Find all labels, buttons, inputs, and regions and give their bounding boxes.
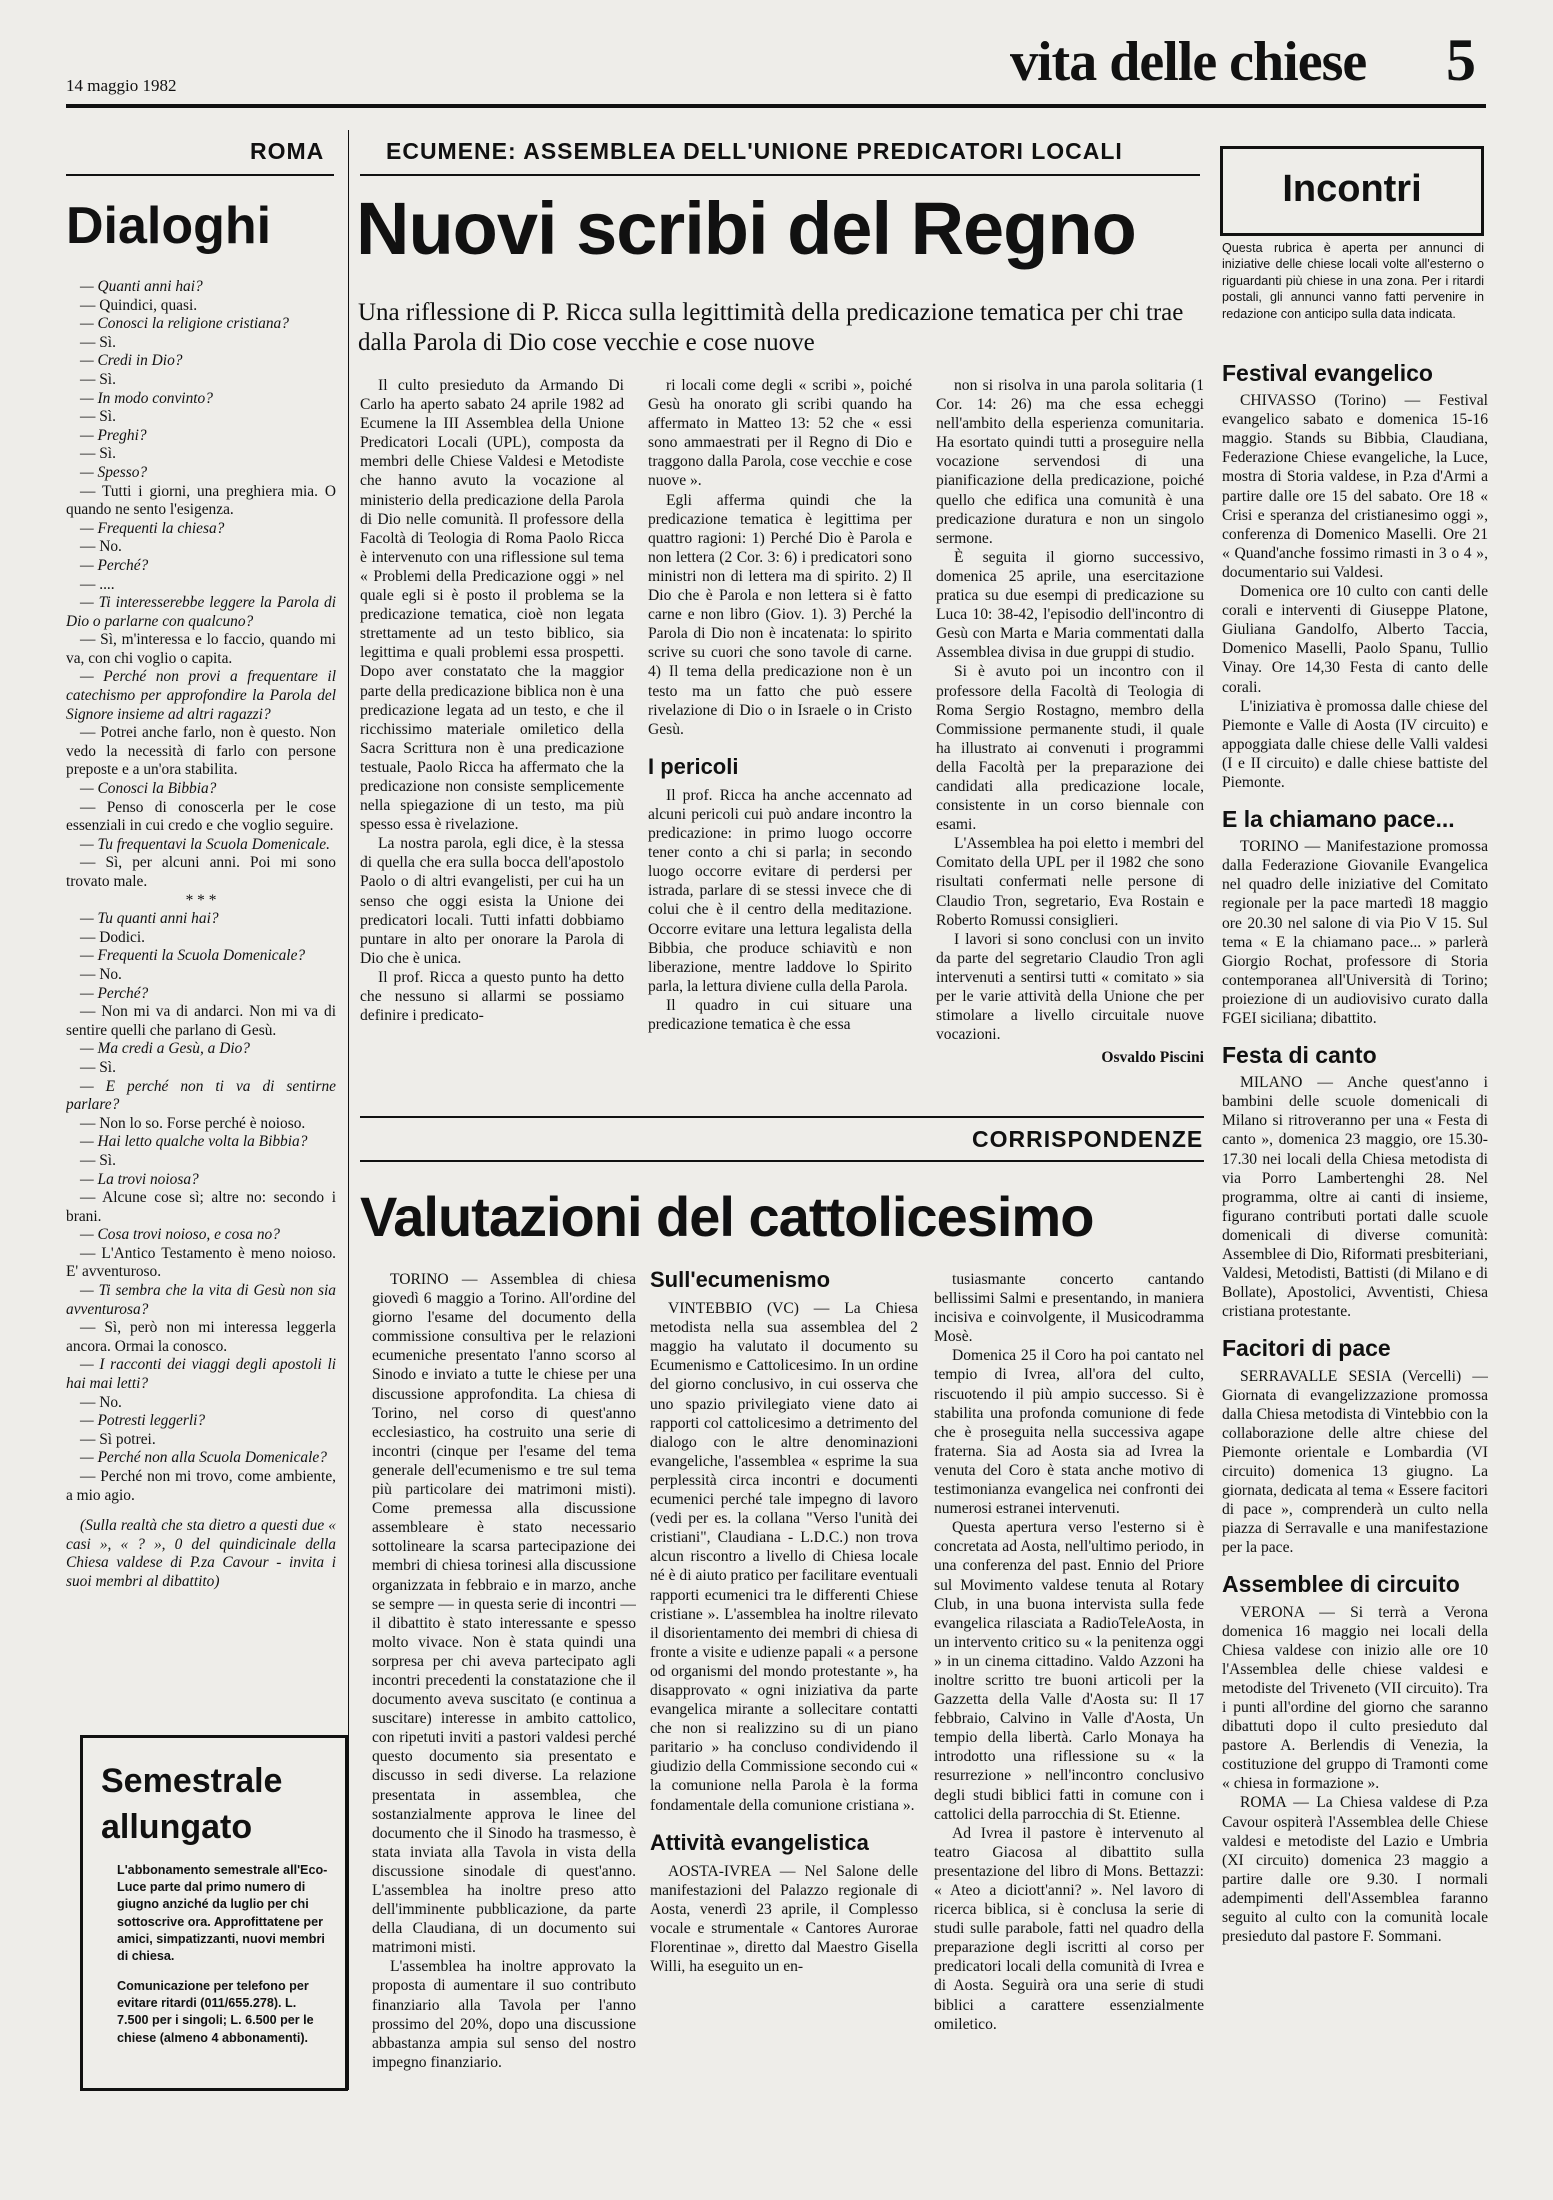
dialog-column <box>66 278 336 1748</box>
second-kicker-rule <box>360 1160 1204 1162</box>
rubric-paragraph: L'iniziativa è promossa dalle chiese del Piemonte e Valle di Aosta (IV circuito) e appoggiata dalle chiese delle Valli valdesi (I e II circuito) e dalle chiese battiste del Piemonte. <box>1222 697 1488 791</box>
dialog-line: — Tu quanti anni hai? <box>80 910 219 928</box>
dialog-line: — Potrei anche farlo, non è questo. Non vedo la necessità di farlo con persone preposte e a un'ora stabilita. <box>66 724 336 779</box>
dialog-line: — Frequenti la Scuola Domenicale? <box>80 947 306 965</box>
body-paragraph: TORINO — Assemblea di chiesa giovedì 6 maggio a Torino. All'ordine del giorno l'esame del documento della commissione consultiva per le relazioni ecumeniche presentato l'anno scorso al Sinodo e inviato a tutte le chiese per una discussione approfondita. La chiesa di Torino, nel corso di quest'anno ecclesiastico, ha costruito una serie di incontri (cinque per l'esame del tema generale dell'ecumenismo e tre sul tema più particolare dei matrimoni misti). Come premessa alla discussione assembleare è stato necessario sottolineare la scarsa partecipazione dei membri di chiesa torinesi alla discussione organizzata in febbraio e in marzo, anche se sempre — in questa serie di incontri — il dibattito è stato interessante e spesso molto vivace. Non è stata quindi una sorpresa per chi aveva partecipato agli incontri precedenti la constatazione che il documento aveva suscitato (e continua a suscitare) interesse in ambito cattolico, con ripetuti inviti a pastori valdesi perché questo documento sia presentato e discusso in sedi diverse. La relazione presentata in assemblea, che sostanzialmente approva le linee del documento che il Sinodo ha trasmesso, è stata inviata alla Tavola in vista della discussione sinodale di quest'anno. L'assemblea ha inoltre preso atto dell'imminente pubblicazione, da parte della Claudiana, di un documento sui matrimoni misti. <box>372 1271 636 1957</box>
main-kicker-rule <box>360 174 1200 176</box>
main-column-3 <box>936 376 1204 1088</box>
dialog-line: — Sì. <box>80 1058 116 1076</box>
dialog-line: — Cosa trovi noioso, e cosa no? <box>80 1226 280 1244</box>
body-paragraph: tusiasmante concerto cantando bellissimi Salmi e presentando, in maniera incisiva e coinvolgente, il Musicodramma Mosè. <box>934 1271 1204 1346</box>
body-paragraph: ri locali come degli « scribi », poiché Gesù ha onorato gli scribi quando ha affermato in Matteo 13: 52 che « essi sono ammaestrati per il Regno di Dio e traggono dalla Parola, cose vecchie e cose nuove ». <box>648 377 912 490</box>
body-paragraph: AOSTA-IVREA — Nel Salone delle manifestazioni del Palazzo regionale di Aosta, venerdì 23 aprile, il Complesso vocale e strumentale « Cantores Aurorae Florentinae », diretto dal Maestro Gisella Willi, ha eseguito un en- <box>650 1862 918 1976</box>
rubric-paragraph: MILANO — Anche quest'anno i bambini delle scuole domenicali di Milano si ritroveranno per una « Festa di canto », domenica 23 maggio, ore 15.30-17.30 nei locali della Chiesa metodista di via Porro Lambertenghi 28. Nel programma, oltre ai canti di insieme, figurano contributi portati dalle scuole domenicali di diverse comunità: Assemblee di Dio, Riformati presbiteriani, Valdesi, Metodisti, Battisti (di Milano e di Bollate), Apostolici, Avventisti, Chiesa cristiana protestante. <box>1222 1074 1488 1321</box>
dialog-line: — Frequenti la chiesa? <box>80 519 225 537</box>
subscription-body: L'abbonamento semestrale all'Eco-Luce parte dal primo numero di giugno anziché da luglio per chi sottoscrive ora. Approfittatene per amici, simpatizzanti, nuovi membri di chiesa. <box>117 1863 328 1964</box>
dialog-line: — Sì, m'interessa e lo faccio, quando mi va, con chi voglio o capita. <box>66 631 336 667</box>
dialog-line: — Conosci la religione cristiana? <box>80 315 289 333</box>
dialog-line: — Conosci la Bibbia? <box>80 780 217 798</box>
dialog-line: — No. <box>80 1393 122 1411</box>
rubric-paragraph: VERONA — Si terrà a Verona domenica 16 maggio nei locali della Chiesa valdese con inizio alle ore 10 l'Assemblea delle chiese valdesi e metodiste del Triveneto (VII circuito). Tra i punti all'ordine del giorno che saranno dibattuti dopo il culto presieduto dal pastore A. Berlendis di Venezia, la costituzione del gruppo di Tramonti come « chiesa in formazione ». <box>1222 1603 1488 1793</box>
rubric-paragraph: ROMA — La Chiesa valdese di P.za Cavour ospiterà l'Assemblea delle Chiese valdesi e metodiste del Lazio e Umbria (XI circuito) domenica 23 maggio a partire dalle ore 9.30. I normali adempimenti dell'Assemblea faranno seguito al culto con la comunità locale presieduto dal pastore F. Sommani. <box>1222 1794 1488 1946</box>
second-column-1 <box>372 1270 636 2150</box>
subscription-note: Comunicazione per telefono per evitare ritardi (011/655.278). L. 7.500 per i singoli; L. 6.500 per le chiese (almeno 4 abbonamenti). <box>117 1979 314 2045</box>
dialog-line: — Ti interesserebbe leggere la Parola di Dio o parlarne con qualcuno? <box>66 594 336 630</box>
section-title: vita delle chiese <box>1010 31 1367 93</box>
dialog-line: — Dodici. <box>80 928 145 946</box>
dialog-line: — Credi in Dio? <box>80 352 183 370</box>
body-paragraph: Ad Ivrea il pastore è intervenuto al teatro Giacosa al dibattito sulla presentazione del libro di Mons. Bettazzi: « Ateo a diciott'anni? ». Nel lavoro di ricerca biblica, si è conclusa la serie di studi sulle parabole, fatti nel quadro della preparazione degli iscritti al corso per predicatori locali della comunità di Ivrea e di Aosta. Seguirà ora una serie di studi biblici a carattere essenzialmente omiletico. <box>934 1824 1204 2033</box>
rubric-paragraph: TORINO — Manifestazione promossa dalla Federazione Giovanile Evangelica nel quadro delle iniziative del Comitato regionale per la pace martedì 18 maggio ore 20.30 nel salone di via Pio V 15. Sul tema « E la chiamano pace... » parlerà Giorgio Rochat, professore di Storia contemporanea all'Università di Torino; proiezione di un audiovisivo curato dalla FGEI siciliana; dibattito. <box>1222 838 1488 1027</box>
dialog-line: — Alcune cose sì; altre no: secondo i brani. <box>66 1189 336 1225</box>
dialog-line: — Preghi? <box>80 426 147 444</box>
second-article-rule <box>360 1116 1204 1118</box>
subscription-title: Semestrale allungato <box>101 1762 283 1846</box>
dialog-line: — Sì. <box>80 445 116 463</box>
dialog-line: — In modo convinto? <box>80 389 213 407</box>
rubric-heading: Assemblee di circuito <box>1222 1571 1460 1598</box>
second-column-2 <box>650 1270 918 2150</box>
dialog-line: — Non lo so. Forse perché è noioso. <box>80 1114 306 1132</box>
dialog-line: — Spesso? <box>80 463 148 481</box>
rubric-paragraph: CHIVASSO (Torino) — Festival evangelico sabato e domenica 15-16 maggio. Stands su Bibbia, Claudiana, Federazione Chiese evangeliche, la Luce, mostra di Storia valdese, in P.za d'Armi a partire dalle ore 15 del sabato. Ore 18 « Crisi e speranza del cristianesimo oggi », conferenza di Domenico Maselli. Ore 21 « Quand'anche fossimo rimasti in 3 o 4 », documentario sui Valdesi. <box>1222 392 1488 581</box>
body-paragraph: Questa apertura verso l'esterno si è concretata ad Aosta, nell'ultimo periodo, in una conferenza del past. Ennio del Priore sul Movimento valdese tenuta al Rotary Club, in una buona intervista sulla fede evangelica rilasciata a RadioTeleAosta, in un intervento critico su « la penitenza oggi » in un cinema cittadino. Valdo Azzoni ha inoltre scritto tre buoni articoli per la Gazzetta della Valle d'Aosta su: Il 17 febbraio, Calvino in Valle d'Aosta, Un tempio della libertà. Carlo Monaya ha introdotto una riflessione su « la resurrezione » nell'incontro conclusivo degli studi biblici fatti in comune con i cattolici della parrocchia di St. Etienne. <box>934 1519 1204 1823</box>
body-paragraph: Il prof. Ricca a questo punto ha detto che nessuno si allarmi se possiamo definire i predicato- <box>360 968 624 1025</box>
dialog-line: — Ti sembra che la vita di Gesù non sia avventurosa? <box>66 1282 336 1318</box>
dialog-line: — I racconti dei viaggi degli apostoli li hai mai letti? <box>66 1356 336 1393</box>
left-kicker-rule <box>66 174 334 176</box>
dialog-line: — E perché non ti va di sentirne parlare? <box>66 1077 336 1114</box>
rubric-heading: E la chiamano pace... <box>1222 806 1455 833</box>
issue-date: 14 maggio 1982 <box>66 76 177 95</box>
dialog-line: — Perché non alla Scuola Domenicale? <box>80 1449 327 1467</box>
subheading: I pericoli <box>648 753 739 779</box>
body-paragraph: Il prof. Ricca ha anche accennato ad alcuni pericoli cui può andare incontro la predicazione: in primo luogo occorre tener conto a chi si parla; in secondo luogo occorre evitare di perdersi per istrada, parlare di se stessi invece che di colui che è il centro della meditazione. Occorre evitare una lettura legalista della Bibbia, che produce schiavitù e non liberazione, mentre laddove lo Spirito parla, la lettura diviene culla della Parola. <box>648 786 912 995</box>
dialog-line: — .... <box>80 575 115 593</box>
dialog-line: — Tutti i giorni, una preghiera mia. O quando ne sento l'esigenza. <box>66 482 336 519</box>
page-number: 5 <box>1446 27 1476 93</box>
dialog-line: — Sì. <box>80 408 116 426</box>
second-kicker: CORRISPONDENZE <box>972 1126 1204 1152</box>
dialog-line: — Quanti anni hai? <box>80 278 203 295</box>
incontri-intro: Questa rubrica è aperta per annunci di iniziative delle chiese locali volte all'esterno o riguardanti più chiese in una zona. Per i ritardi postali, gli annunci vanno fatti pervenire in redazione con anticipo sulla data indicata. <box>1222 241 1484 321</box>
dialog-line: — No. <box>80 538 122 556</box>
dialog-line: — No. <box>80 965 122 983</box>
body-paragraph: La nostra parola, egli dice, è la stessa di quella che era sulla bocca dell'apostolo Paolo o di altri evangelisti, per cui ha un senso che oggi esista la Unione dei predicatori locali. Tutti infatti dobbiamo puntare in alto per onorare la Parola di Dio che è unica. <box>360 835 624 967</box>
dialog-line: — Sì, per alcuni anni. Poi mi sono trovato male. <box>66 854 336 890</box>
body-paragraph: È seguita il giorno successivo, domenica 25 aprile, una esercitazione pratica su due esempi di predicazione su Luca 10: 38-42, l'episodio dell'incontro di Gesù con Marta e Maria commentati dalla Assemblea divisa in due gruppi di studio. <box>936 548 1204 662</box>
body-paragraph: VINTEBBIO (VC) — La Chiesa metodista nella sua assemblea del 2 maggio ha valutato il documento su Ecumenismo e Cattolicesimo. In un ordine del giorno conclusivo, in cui osserva che uno spazio privilegiato viene dato ai rapporti col cattolicesimo a detrimento del dialogo con le altre denominazioni evangeliche, l'assemblea « esprime la sua perplessità circa incontri e documenti ecumenici perché tale impegno di lavoro (vedi per es. la collana "Verso l'unità dei cristiani", Claudiana - L.D.C.) non trova alcun riscontro a livello di Chiesa locale né è di aiuto pratico per facilitare eventuali rapporti ecumenici tra le differenti Chiese cristiane ». L'assemblea ha inoltre rilevato il disorientamento dei membri di chiesa di fronte a visite e udienze papali « a persone od organismi del mondo protestante », ha disapprovato « ogni iniziativa da parte evangelica mirante a sollecitare contatti che non si realizzino su di un piano paritario » ha concluso condividendo il giudizio della Commissione secondo cui « la comunione nella Parola è la forma fondamentale della comunione cristiana ». <box>650 1300 918 1814</box>
dialog-line: — Sì potrei. <box>80 1430 156 1448</box>
body-paragraph: Si è avuto poi un incontro con il professore della Facoltà di Teologia di Roma Sergio Rostagno, membro della Commissione permanente studi, il quale ha illustrato ai convenuti i programmi della Facoltà per la preparazione dei candidati alla predicazione locale, consistente in un corso biennale con esami. <box>936 663 1204 834</box>
rubric-paragraph: SERRAVALLE SESIA (Vercelli) — Giornata di evangelizzazione promossa dalla Chiesa metodista di Vintebbio con la collaborazione delle altre chiese del Piemonte orientale e Lombardia (VI circuito) domenica 13 giugno. La giornata, dedicata al tema « Essere facitori di pace », comprenderà un culto nella piazza di Serravalle e una manifestazione per la pace. <box>1222 1367 1488 1557</box>
dialog-line: — Hai letto qualche volta la Bibbia? <box>80 1133 308 1151</box>
dialog-line: (Sulla realtà che sta dietro a questi due « casi », « ? », 0 del quindicinale della Chiesa valdese di P.za Cavour - invita i suoi membri al dibattito) <box>66 1517 336 1590</box>
body-paragraph: Il quadro in cui situare una predicazione tematica è che essa <box>648 996 912 1033</box>
main-title: Nuovi scribi del Regno <box>356 187 1136 270</box>
body-paragraph: L'assemblea ha inoltre approvato la proposta di aumentare il suo contributo finanziario alla Tavola per l'anno prossimo del 20%, dopo una discussione abbastanza ampia sul senso del nostro impegno finanziario. <box>372 1958 636 2071</box>
dialog-line: — Sì. <box>80 1151 116 1169</box>
subheading: Attività evangelistica <box>650 1829 869 1855</box>
subheading: Sull'ecumenismo <box>650 1270 831 1292</box>
dialog-line: — Sì, però non mi interessa leggerla ancora. Ormai la conosco. <box>66 1319 336 1355</box>
main-kicker: ECUMENE: ASSEMBLEA DELL'UNIONE PREDICATORI LOCALI <box>386 138 1123 164</box>
dialog-line: — Sì. <box>80 333 116 351</box>
dialog-line: * * * <box>185 891 217 909</box>
dialog-line: — Ma credi a Gesù, a Dio? <box>80 1040 250 1058</box>
body-paragraph: non si risolva in una parola solitaria (1 Cor. 14: 26) ma che essa echeggi nell'ambito della esperienza comunitaria. Ha esortato quindi tutti a proseguire nella vocazione servendosi di una pianificazione della predicazione, poiché quello che edifica una comunità è una predicazione duratura e non un singolo sermone. <box>936 377 1204 547</box>
dialog-line: — L'Antico Testamento è meno noioso. E' avventuroso. <box>66 1244 336 1281</box>
dialog-line: — Quindici, quasi. <box>80 296 198 314</box>
dialog-line: — Perché non provi a frequentare il catechismo per approfondire la Parola del Signore insieme ad altri ragazzi? <box>66 668 336 723</box>
dialog-line: — Perché non mi trovo, come ambiente, a mio agio. <box>66 1468 336 1504</box>
main-column-2 <box>648 376 912 1088</box>
body-paragraph: Egli afferma quindi che la predicazione tematica è legittima per quattro ragioni: 1) Perché Dio è Parola e non lettera (2 Cor. 3: 6) i predicatori sono ministri non di lettera ma di spirito. 2) Il Dio che è Parola e non lettera si è fatto carne e non libro (Giov. 1). 3) Perché la Parola di Dio non è incatenata: lo spirito scrive su cuori che sono tavole di carne. 4) Il tema della predicazione non è un testo ma un fatto che può essere rivelazione di Dio o in Israele o in Cristo Gesù. <box>648 491 912 738</box>
body-paragraph: L'Assemblea ha poi eletto i membri del Comitato della UPL per il 1982 che sono risultati confermati nelle persone di Claudio Tron, segretario, Eva Rostain e Roberto Romussi consiglieri. <box>936 835 1204 929</box>
masthead-rule <box>66 104 1486 108</box>
dialog-line: — Sì. <box>80 370 116 388</box>
left-kicker: ROMA <box>250 138 325 164</box>
body-paragraph: Il culto presieduto da Armando Di Carlo ha aperto sabato 24 aprile 1982 ad Ecumene la III Assemblea della Unione Predicatori Locali (UPL), composta da membri delle Chiese Valdesi e Metodiste che hanno avuto la vocazione al ministerio della predicazione della Parola di Dio nelle comunità. Il professore della Facoltà di Teologia di Roma Paolo Ricca è intervenuto con una riflessione sul tema « Problemi della Predicazione oggi » nel quale egli si è posto il problema se la predicazione tematica, cioè non legata strettamente ad un testo biblico, sia legittima e quali problemi essa prospetti. Dopo aver constatato che la maggior parte della predicazione biblica non è una predicazione legata ad un testo, e che il ricchissimo materiale omiletico della Sacra Scrittura non è una predicazione testuale, Paolo Ricca ha affermato che la predicazione non consiste semplicemente nella spiegazione di un testo, ma più spesso essa è rivelazione. <box>360 377 624 834</box>
main-subtitle: Una riflessione di P. Ricca sulla legittimità della predicazione tematica per chi trae dalla Parola di Dio cose vecchie e cose nuove <box>358 299 1184 356</box>
main-column-1 <box>360 376 624 1088</box>
right-column <box>1222 364 1488 2164</box>
dialog-line: — Tu frequentavi la Scuola Domenicale. <box>80 835 330 853</box>
rubric-paragraph: Domenica ore 10 culto con canti delle corali e interventi di Giuseppe Platone, Giuliana Gandolfo, Alberto Taccia, Domenico Maselli, Paolo Spanu, Tullio Vinay. Ore 14,30 Festa di canto delle corali. <box>1222 583 1488 696</box>
second-column-3 <box>934 1270 1204 2150</box>
subscription-box <box>80 1735 348 2091</box>
incontri-title: Incontri <box>1282 168 1422 210</box>
incontri-box <box>1220 146 1484 236</box>
body-paragraph: I lavori si sono conclusi con un invito da parte del segretario Claudio Tron agli intervenuti a sentirsi tutti « comitato » sia per le varie attività della Unione che per stimolare a livello circuitale nuove vocazioni. <box>936 930 1204 1044</box>
dialog-line: — Non mi va di andarci. Non mi va di sentire quelli che parlano di Gesù. <box>66 1003 336 1039</box>
left-title: Dialoghi <box>66 197 272 255</box>
dialog-line: — Penso di conoscerla per le cose essenziali in cui credo e che voglio seguire. <box>66 798 336 835</box>
author-signature: Osvaldo Piscini <box>1101 1049 1204 1067</box>
dialog-line: — La trovi noiosa? <box>80 1170 199 1188</box>
dialog-line: — Potresti leggerli? <box>80 1412 206 1430</box>
dialog-line: — Perché? <box>80 984 149 1002</box>
vertical-rule-left <box>348 130 349 2090</box>
rubric-heading: Festival evangelico <box>1222 364 1433 386</box>
dialog-line: — Perché? <box>80 556 149 574</box>
body-paragraph: Domenica 25 il Coro ha poi cantato nel tempio di Ivrea, all'ora del culto, riscuotendo il più ampio successo. Si è stabilita una profonda comunione di fede che è proseguita nella successiva agape fraterna. Sia ad Aosta sia ad Ivrea la venuta del Coro è stata anche motivo di testimonianza evangelica nei confronti dei numerosi estranei intervenuti. <box>934 1347 1204 1518</box>
rubric-heading: Facitori di pace <box>1222 1335 1391 1362</box>
rubric-heading: Festa di canto <box>1222 1042 1377 1069</box>
second-title: Valutazioni del cattolicesimo <box>360 1185 1094 1248</box>
